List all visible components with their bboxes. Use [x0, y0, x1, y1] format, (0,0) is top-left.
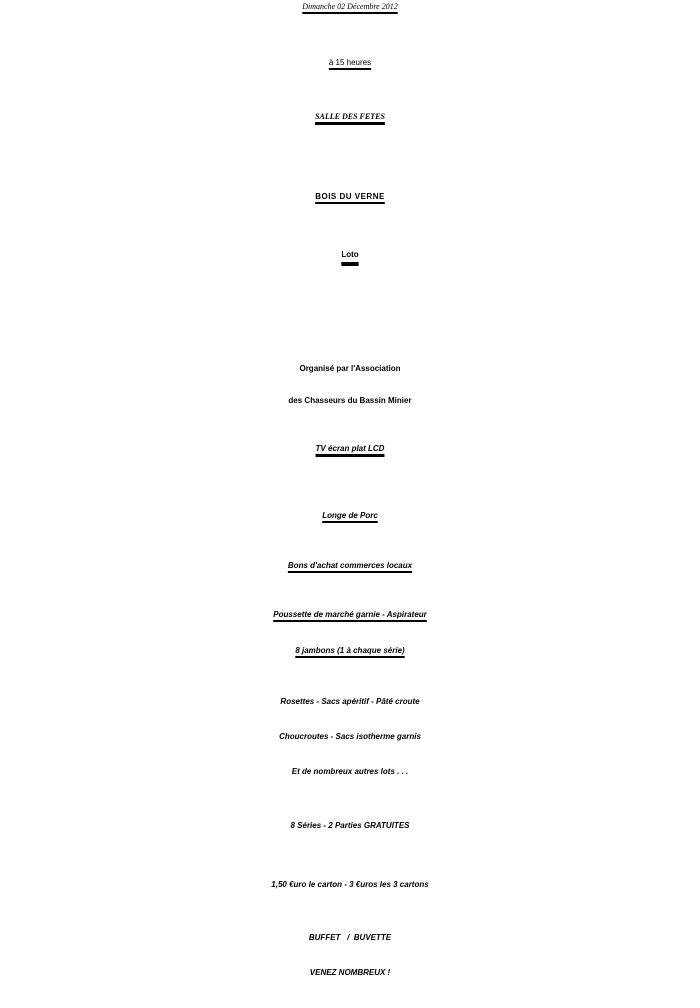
- page-title: Loto: [341, 250, 359, 259]
- organizer-line-2: des Chasseurs du Bassin Minier: [288, 396, 412, 405]
- series-info: 8 Séries - 2 Parties GRATUITES: [290, 821, 410, 830]
- venue-location: BOIS DU VERNE: [315, 192, 385, 201]
- prize-item: Longe de Porc: [322, 511, 378, 520]
- event-time: à 15 heures: [328, 58, 372, 67]
- event-date: Dimanche 02 Décembre 2012: [302, 2, 398, 11]
- organizer-line-1: Organisé par l'Association: [299, 364, 401, 373]
- prize-item: Choucroutes - Sacs isotherme garnis: [279, 732, 421, 741]
- venue-name: SALLE DES FETES: [315, 112, 385, 121]
- prize-item: Et de nombreux autres lots . . .: [291, 767, 409, 776]
- prize-item: 8 jambons (1 à chaque série): [295, 646, 405, 655]
- buffet-info: BUFFET / BUVETTE: [308, 933, 392, 942]
- closing-call: VENEZ NOMBREUX !: [309, 968, 391, 977]
- prize-main: TV écran plat LCD: [315, 444, 385, 453]
- price-info: 1,50 €uro le carton - 3 €uros les 3 cartons: [271, 880, 429, 889]
- prize-item: Rosettes - Sacs apéritif - Pâté croute: [280, 697, 420, 706]
- prize-item: Bons d'achat commerces locaux: [287, 561, 413, 570]
- prize-item: Poussette de marché garnie - Aspirateur: [273, 610, 427, 619]
